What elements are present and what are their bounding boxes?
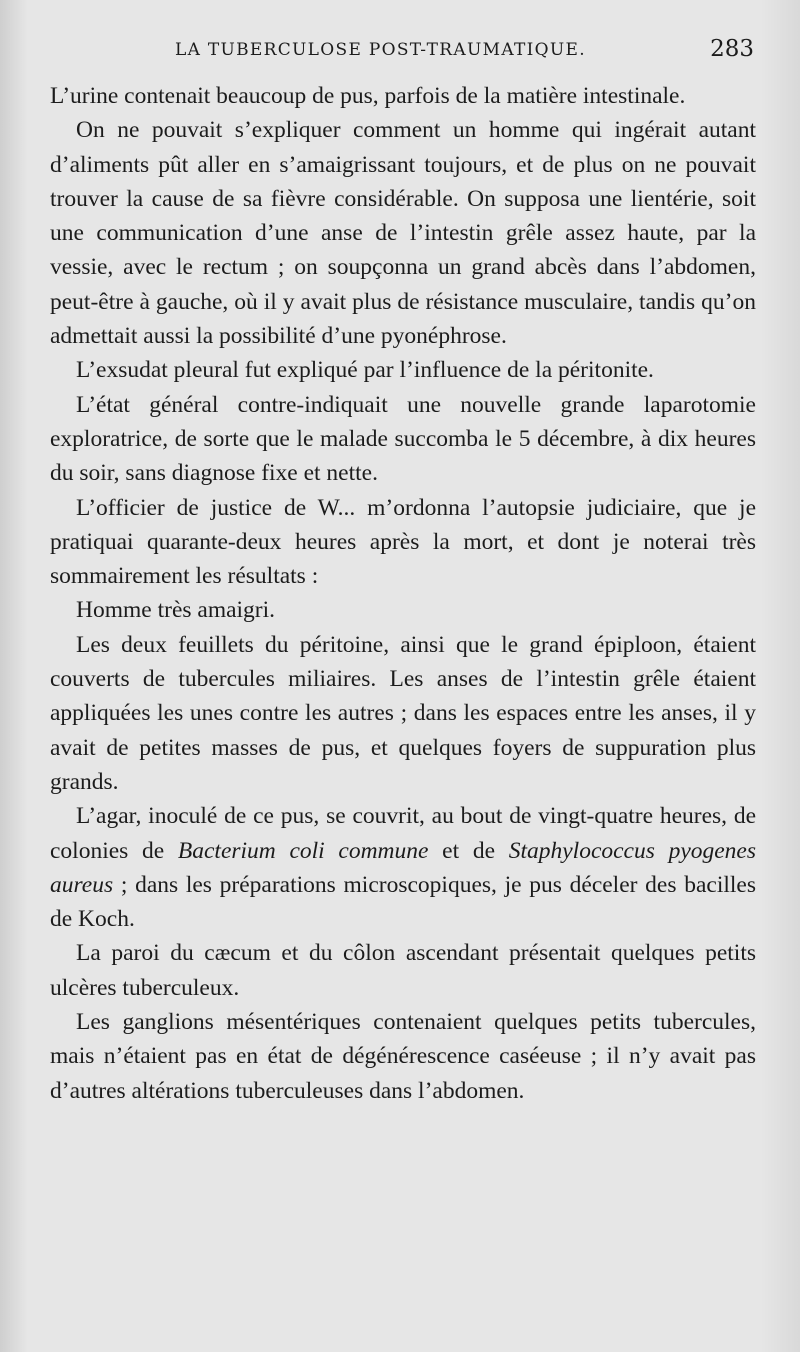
running-title: LA TUBERCULOSE POST-TRAUMATIQUE. (175, 40, 586, 60)
running-head (175, 36, 754, 70)
paragraph-urine: L’urine contenait beaucoup de pus, parfois de la matière intestinale. (50, 83, 686, 109)
agar-text-after: ; dans les préparations microscopiques, je pus déceler des bacilles de Koch. (50, 871, 756, 933)
paragraph-emaciated: Homme très amaigri. (76, 597, 276, 624)
paragraph-caecum: La paroi du cæcum et du côlon ascendant présentait quelques petits ulcères tuberculeux. (50, 940, 756, 1001)
paragraph-autopsy-order: L’officier de justice de W... m’ordonna l’autopsie judiciaire, que je pratiquai quarante-deux heures après la mort, et dont je noterai très sommairement les résultats : (50, 494, 756, 590)
species-staphylococcus: Staphylococcus pyogenes aureus (50, 837, 757, 898)
paragraph-explanation: On ne pouvait s’expliquer comment un homme qui ingérait autant d’aliments pût aller en s’amaigrissant toujours, et de plus on ne pouvait trouver la cause de sa fièvre considérable. On supposa une lientérie, soit une communication d’une anse de l’intestin grêle assez haute, par la vessie, avec le rectum ; on soupçonna un grand abcès dans l’abdomen, peut-être à gauche, où il y avait plus de résistance musculaire, tandis qu’on admettait aussi la possibilité d’une pyonéphrose. (50, 117, 756, 350)
paragraph-pleural-exudate: L’exsudat pleural fut expliqué par l’influence de la péritonite. (76, 357, 654, 384)
species-bacterium-coli: Bacterium coli commune (177, 837, 429, 864)
paragraph-ganglions: Les ganglions mésentériques contenaient quelques petits tubercules, mais n’étaient pas en état de dégénérescence caséeuse ; il n’y avait pas d’autres altérations tuberculeuses dans l’abdomen. (50, 1009, 756, 1104)
paragraph-general-state: L’état général contre-indiquait une nouvelle grande laparotomie exploratrice, de sorte que le malade succomba le 5 décembre, à dix heures du soir, sans diagnose fixe et nette. (50, 391, 756, 487)
paragraph-agar-culture (50, 799, 756, 936)
agar-text-mid: et de (428, 837, 509, 864)
page-number: 283 (710, 36, 754, 62)
body-text (50, 79, 756, 1108)
paragraph-peritoneum: Les deux feuillets du péritoine, ainsi que le grand épiploon, étaient couverts de tubercules miliaires. Les anses de l’intestin grêle étaient appliquées les unes contre les autres ; dans les espaces entre les anses, il y avait de petites masses de pus, et quelques foyers de suppuration plus grands. (50, 631, 756, 795)
agar-text-before: L’agar, inoculé de ce pus, se couvrit, au bout de vingt-quatre heures, de colonies de (50, 803, 756, 864)
